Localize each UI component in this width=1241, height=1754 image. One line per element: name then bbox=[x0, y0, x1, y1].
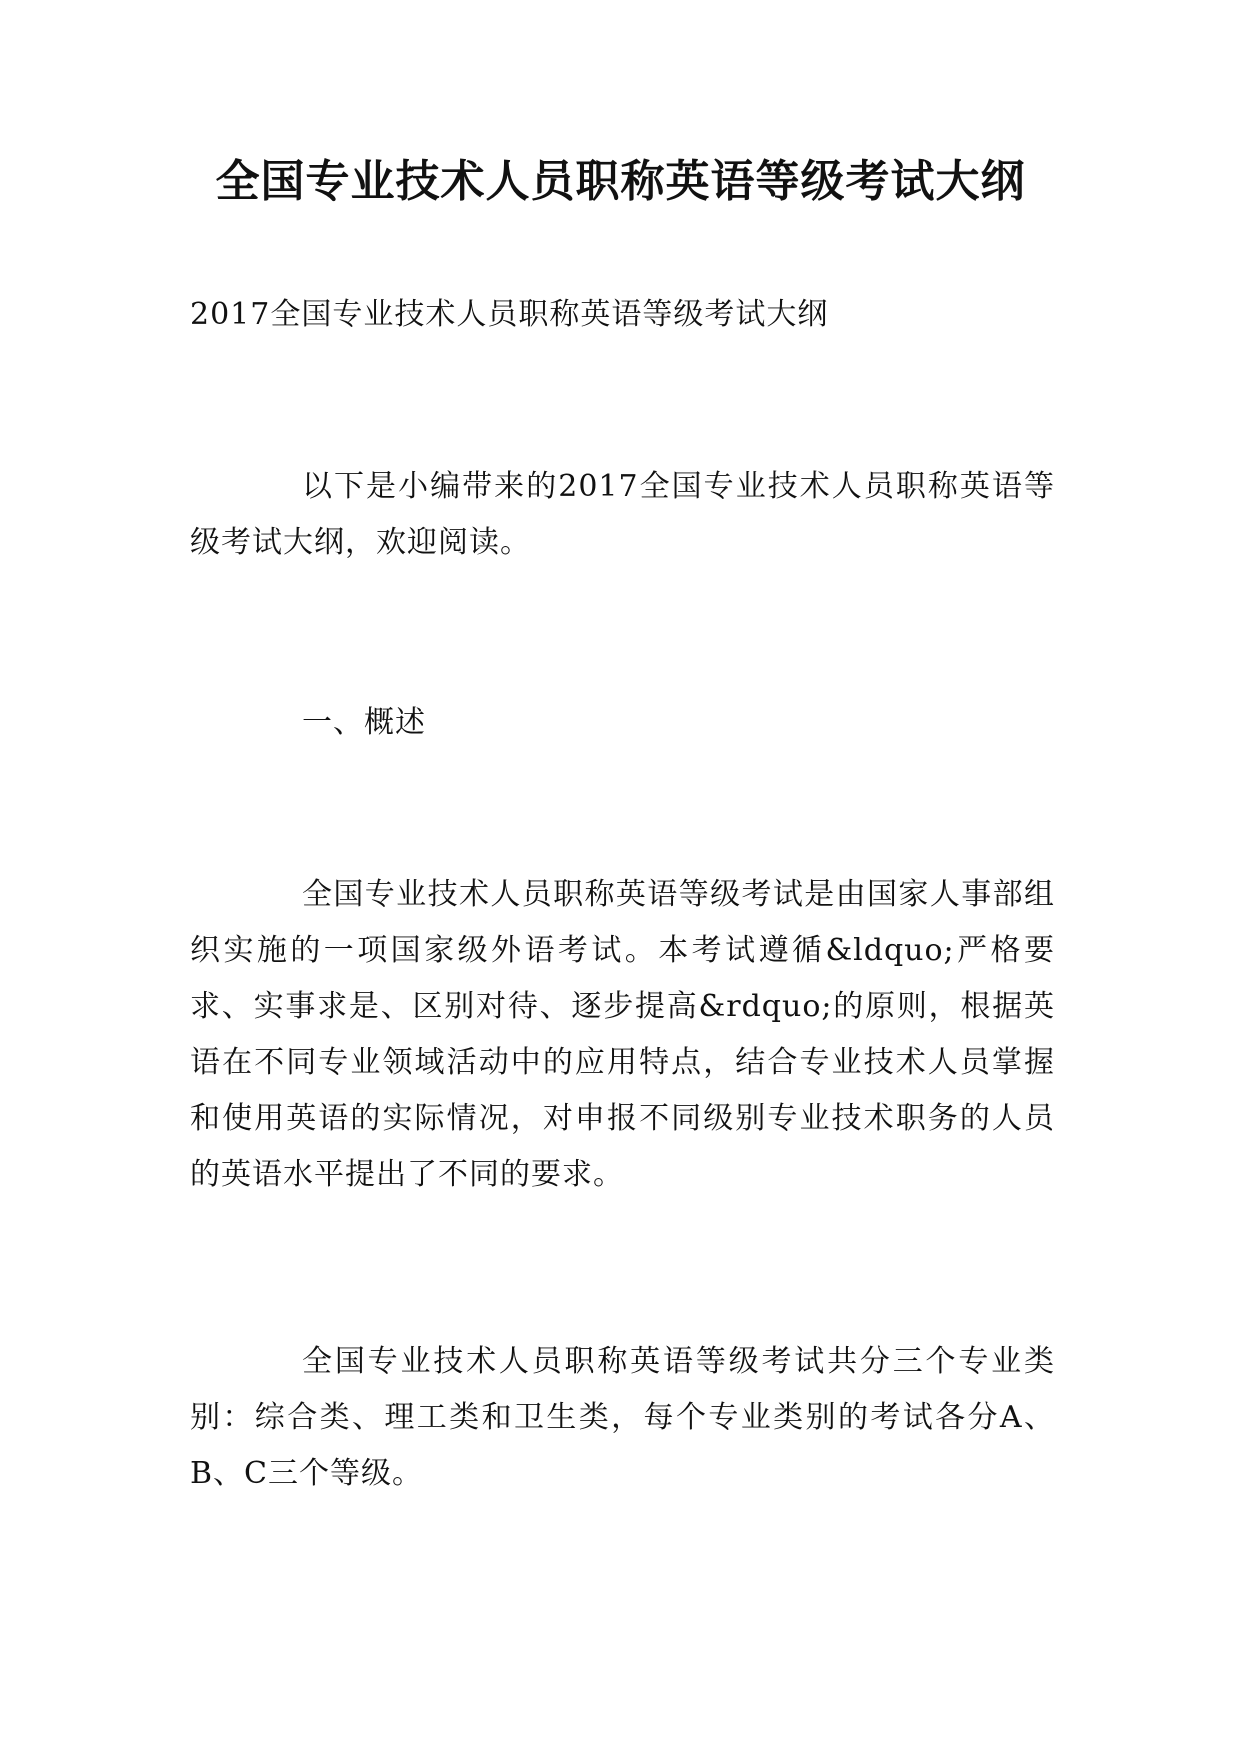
section-heading-overview: 一、概述 bbox=[302, 705, 426, 740]
body-paragraph-1: 全国专业技术人员职称英语等级考试是由国家人事部组织实施的一项国家级外语考试。本考试遵循&ldquo;严格要求、实事求是、区别对待、逐步提高&rdquo;的原则，根据英语在不同专业领域活动中的应用特点，结合专业技术人员掌握和使用英语的实际情况，对申报不同级别专业技术职务的人员的英语水平提出了不同的要求。 bbox=[190, 877, 1055, 1192]
document-subtitle: 2017全国专业技术人员职称英语等级考试大纲 bbox=[190, 297, 829, 332]
body-paragraph-2: 全国专业技术人员职称英语等级考试共分三个专业类别：综合类、理工类和卫生类，每个专业类别的考试各分A、B、C三个等级。 bbox=[190, 1344, 1055, 1491]
document-title: 全国专业技术人员职称英语等级考试大纲 bbox=[215, 156, 1026, 207]
intro-paragraph: 以下是小编带来的2017全国专业技术人员职称英语等级考试大纲，欢迎阅读。 bbox=[190, 469, 1055, 560]
